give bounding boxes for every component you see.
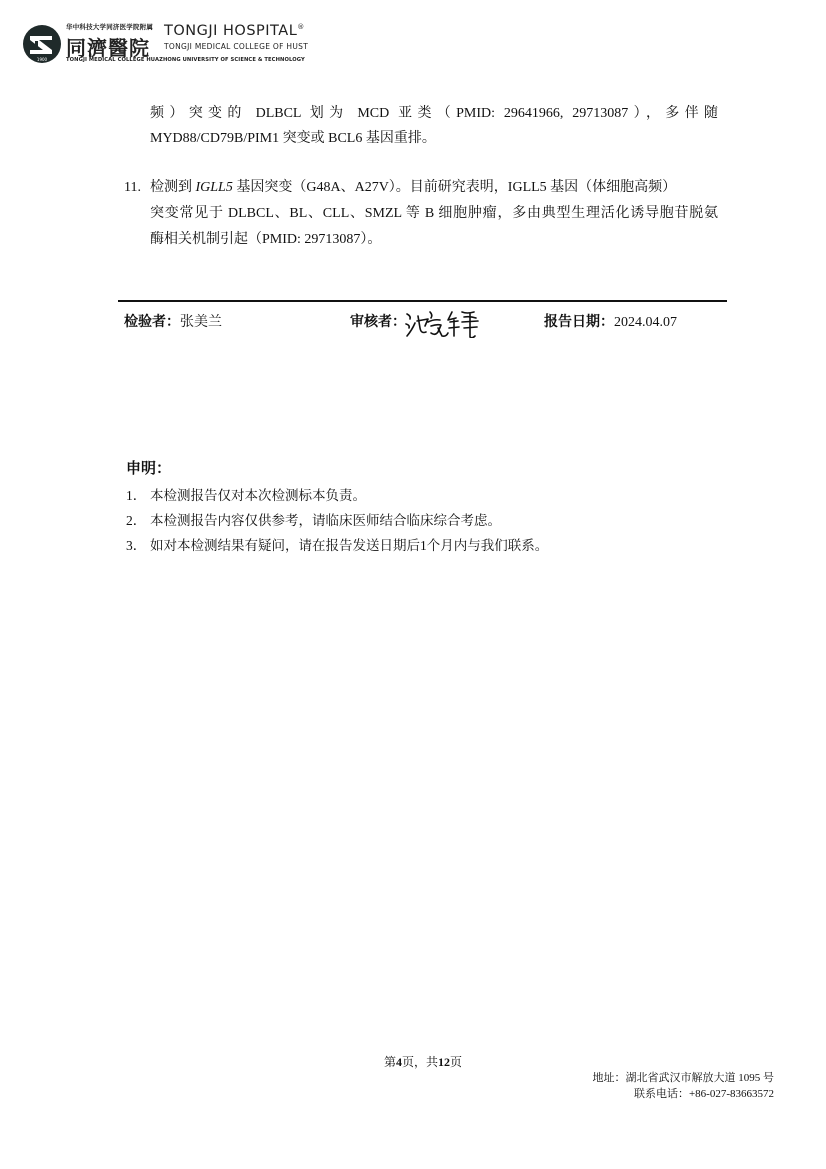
logo-en-subtitle: TONGJI MEDICAL COLLEGE OF HUST: [164, 42, 309, 51]
page-suffix: 页: [450, 1055, 463, 1069]
statement-item-1: [126, 484, 366, 504]
paragraph-11-number: 11.: [124, 180, 141, 195]
page-mid: 页，共: [401, 1055, 438, 1069]
statement-item-text: 本检测报告内容仅供参考，请临床医师结合临床综合考虑。: [150, 513, 501, 528]
statement-item-3: [126, 534, 548, 554]
footer-address: 地址：湖北省武汉市解放大道 1095 号: [592, 1072, 774, 1084]
report-date-field: [544, 311, 677, 331]
logo-en-name: [164, 23, 305, 39]
gene-name: IGLL5: [195, 180, 233, 195]
statement-item-number: 2．: [126, 513, 147, 528]
page-total: 12: [438, 1055, 450, 1069]
paragraph-10-line-2: MYD88/CD79B/PIM1 突变或 BCL6 基因重排。: [150, 131, 436, 146]
paragraph-10-line-1: 频）突变的 DLBCL 划为 MCD 亚类（PMID: 29641966, 29713087），多伴随: [150, 106, 718, 121]
p11-suffix: 基因突变（G48A、A27V）。目前研究表明，IGLL5 基因（体细胞高频）: [232, 180, 677, 195]
reviewer-signature: [404, 306, 484, 338]
logo-cn-subtitle: 华中科技大学同济医学院附属: [66, 23, 154, 31]
statement-item-text: 本检测报告仅对本次检测标本负责。: [150, 488, 366, 503]
inspector-field: [124, 311, 222, 331]
page-current: 4: [395, 1055, 402, 1069]
inspector-label: 检验者：: [124, 315, 180, 330]
signoff-divider: [118, 300, 727, 302]
hospital-logo-icon: [22, 24, 62, 64]
statement-title: 申明：: [126, 461, 172, 477]
inspector-name: 张美兰: [180, 315, 222, 330]
logo-en-fullname: TONGJI MEDICAL COLLEGE HUAZHONG UNIVERSITY OF SCIENCE & TECHNOLOGY: [66, 57, 305, 63]
reviewer-label: 审核者：: [350, 315, 406, 330]
report-date-value: 2024.04.07: [614, 315, 677, 330]
statement-item-number: 3．: [126, 538, 147, 553]
page-number: [0, 1053, 826, 1070]
paragraph-11-line-1: [150, 173, 676, 202]
report-date-label: 报告日期：: [544, 315, 614, 330]
logo-cn-name: 同濟醫院: [66, 36, 150, 60]
logo-year: 1900: [36, 57, 48, 62]
registered-mark: ®: [297, 23, 305, 32]
reviewer-field: [350, 311, 406, 331]
statement-item-number: 1．: [126, 488, 147, 503]
p11-prefix: 检测到: [150, 180, 196, 195]
statement-item-2: [126, 509, 501, 529]
paragraph-11-line-2: 突变常见于 DLBCL、BL、CLL、SMZL 等 B 细胞肿瘤，多由典型生理活化诱导胞苷脱氨: [150, 206, 718, 221]
page-prefix: 第: [383, 1055, 396, 1069]
logo-en-name-text: TONGJI HOSPITAL: [164, 23, 298, 39]
footer-phone: 联系电话：+86-027-83663572: [633, 1088, 774, 1100]
statement-item-text: 如对本检测结果有疑问，请在报告发送日期后1个月内与我们联系。: [150, 538, 549, 553]
paragraph-11-line-3: 酶相关机制引起（PMID: 29713087）。: [150, 232, 382, 247]
